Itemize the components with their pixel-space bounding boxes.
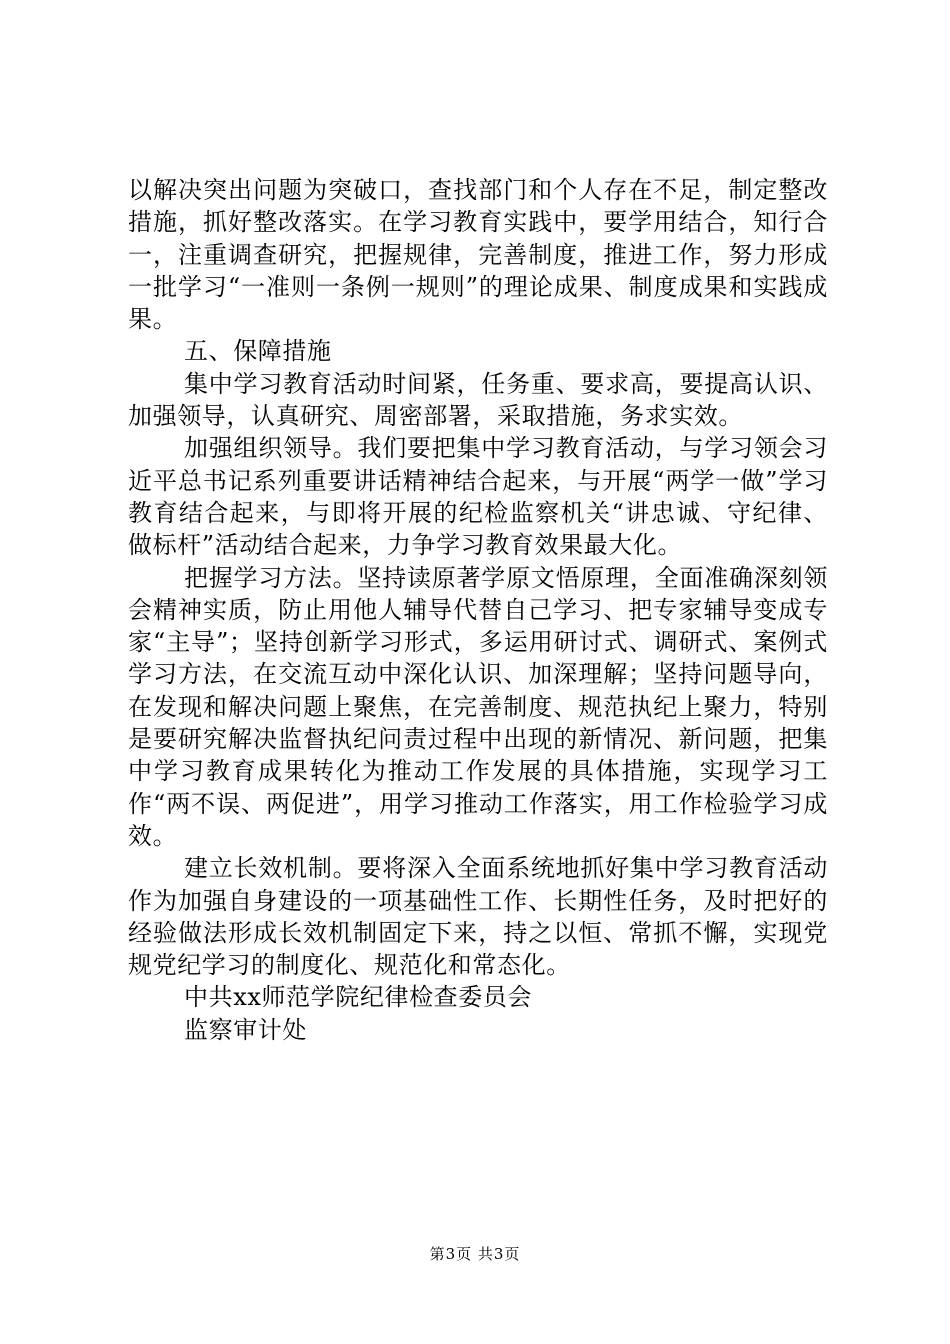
page-number-footer: 第3页 共3页: [429, 1245, 521, 1263]
document-body: [128, 174, 828, 1046]
paragraph-safeguards-intro: 集中学习教育活动时间紧，任务重、要求高，要提高认识、加强领导，认真研究、周密部署，采取措施，务求实效。: [128, 369, 828, 431]
section-heading-safeguards: 五、保障措施: [184, 337, 332, 366]
paragraph-continuation: 以解决突出问题为突破口，查找部门和个人存在不足，制定整改措施，抓好整改落实。在学习教育实践中，要学用结合，知行合一，注重调查研究，把握规律，完善制度，推进工作，努力形成一批学习“一准则一条例一规则”的理论成果、制度成果和实践成果。: [128, 176, 828, 334]
paragraph-learning-methods: 把握学习方法。坚持读原著学原文悟原理，全面准确深刻领会精神实质，防止用他人辅导代替自己学习、把专家辅导变成专家“主导”；坚持创新学习形式，多运用研讨式、调研式、案例式学习方法，在交流互动中深化认识、加深理解；坚持问题导向，在发现和解决问题上聚焦，在完善制度、规范执纪上聚力，特别是要研究解决监督执纪问责过程中出现的新情况、新问题，把集中学习教育成果转化为推动工作发展的具体措施，实现学习工作“两不误、两促进”，用学习推动工作落实，用工作检验学习成效。: [128, 563, 828, 850]
paragraph-long-term-mechanism: 建立长效机制。要将深入全面系统地抓好集中学习教育活动作为加强自身建设的一项基础性工作、长期性任务，及时把好的经验做法形成长效机制固定下来，持之以恒、常抓不懈，实现党规党纪学习的制度化、规范化和常态化。: [128, 854, 828, 980]
signature-office: 监察审计处: [184, 1015, 307, 1044]
paragraph-organization-leadership: 加强组织领导。我们要把集中学习教育活动，与学习领会习近平总书记系列重要讲话精神结合起来，与开展“两学一做”学习教育结合起来，与即将开展的纪检监察机关“讲忠诚、守纪律、做标杆”活动结合起来，力争学习教育效果最大化。: [128, 434, 828, 560]
signature-committee: 中共xx师范学院纪律检查委员会: [184, 983, 533, 1012]
